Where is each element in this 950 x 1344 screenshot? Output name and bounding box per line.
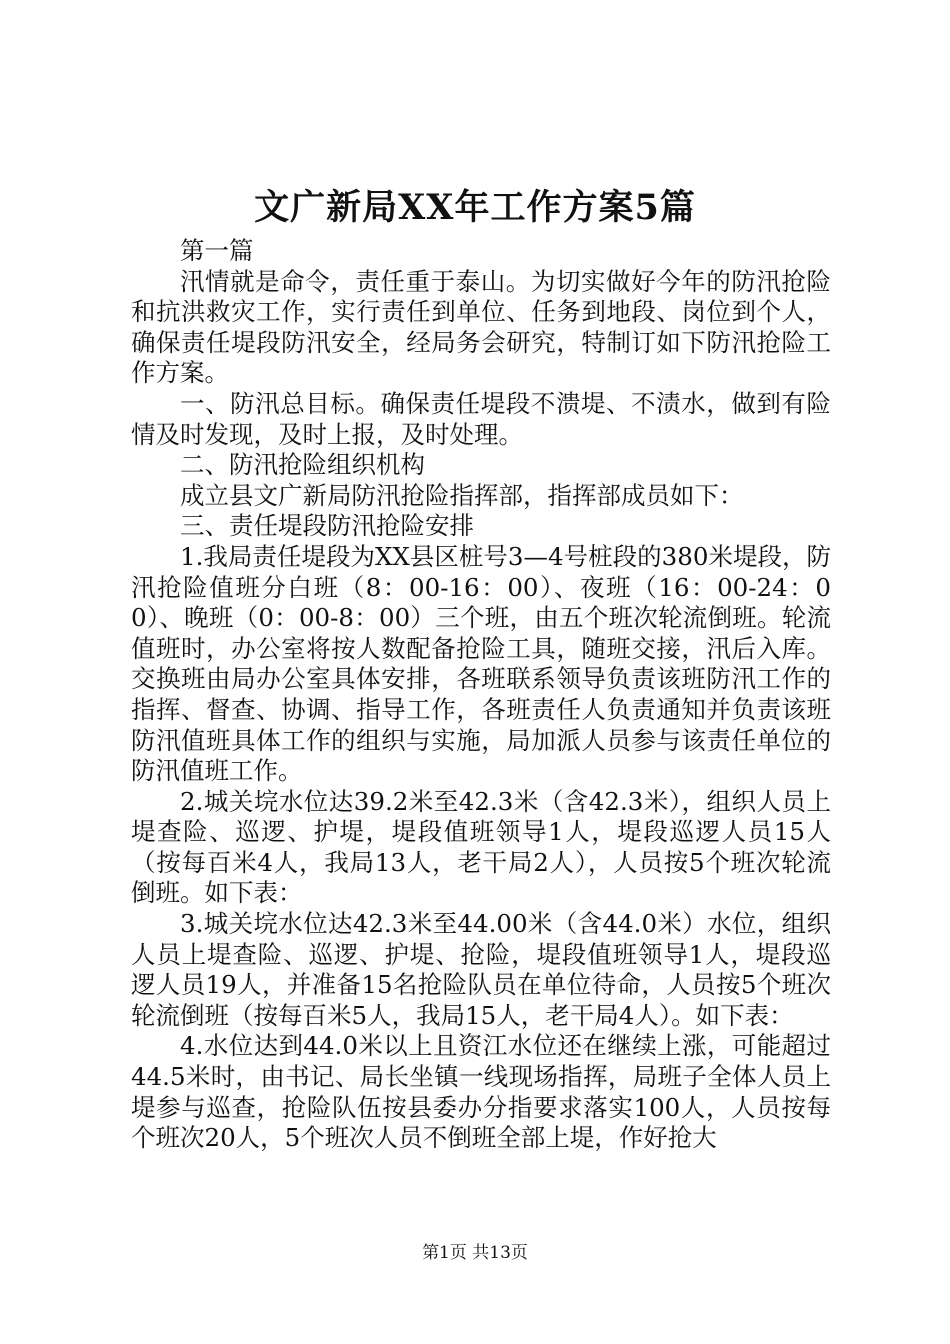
organization-paragraph: 成立县文广新局防汛抢险指挥部，指挥部成员如下： xyxy=(180,480,744,510)
item-1-paragraph: 1.我局责任堤段为XX县区桩号3—4号桩段的380米堤段，防汛抢险值班分白班（8：00-16：00）、夜班（16：00-24：00）、晚班（0：00-8：00）三个班，由五个班次轮流倒班。轮流值班时，办公室将按人数配备抢险工具，随班交接，汛后入库。交换班由局办公室具体安排，各班联系领导负责该班防汛工作的指挥、督查、协调、指导工作，各班责任人负责通知并负责该班防汛值班具体工作的组织与实施，局加派人员参与该责任单位的防汛值班工作。 xyxy=(131,541,831,786)
goal-paragraph: 一、防汛总目标。确保责任堤段不溃堤、不渍水，做到有险情及时发现，及时上报，及时处理。 xyxy=(131,388,831,449)
document-title: 文广新局XX年工作方案5篇 xyxy=(254,187,696,228)
organization-heading: 二、防汛抢险组织机构 xyxy=(180,450,425,480)
item-2-paragraph: 2.城关垸水位达39.2米至42.3米（含42.3米），组织人员上堤查险、巡逻、护堤，堤段值班领导1人，堤段巡逻人员15人（按每百米4人，我局13人，老干局2人），人员按5个班次轮流倒班。如下表： xyxy=(131,786,831,908)
section-heading-part-one: 第一篇 xyxy=(180,236,254,265)
intro-paragraph: 汛情就是命令，责任重于泰山。为切实做好今年的防汛抢险和抗洪救灾工作，实行责任到单位、任务到地段、岗位到个人，确保责任堤段防汛安全，经局务会研究，特制订如下防汛抢险工作方案。 xyxy=(131,266,831,388)
item-4-paragraph: 4.水位达到44.0米以上且资江水位还在继续上涨，可能超过44.5米时，由书记、局长坐镇一线现场指挥，局班子全体人员上堤参与巡查，抢险队伍按县委办分指要求落实100人，人员按每个班次20人，5个班次人员不倒班全部上堤，作好抢大 xyxy=(131,1031,831,1153)
document-body xyxy=(131,236,831,1154)
item-3-paragraph: 3.城关垸水位达42.3米至44.00米（含44.0米）水位，组织人员上堤查险、巡逻、护堤、抢险，堤段值班领导1人，堤段巡逻人员19人，并准备15名抢险队员在单位待命，人员按5个班次轮流倒班（按每百米5人，我局15人，老干局4人）。如下表： xyxy=(131,909,831,1030)
page-footer: 第1页 共13页 xyxy=(422,1243,528,1263)
arrangement-heading: 三、责任堤段防汛抢险安排 xyxy=(180,511,474,541)
